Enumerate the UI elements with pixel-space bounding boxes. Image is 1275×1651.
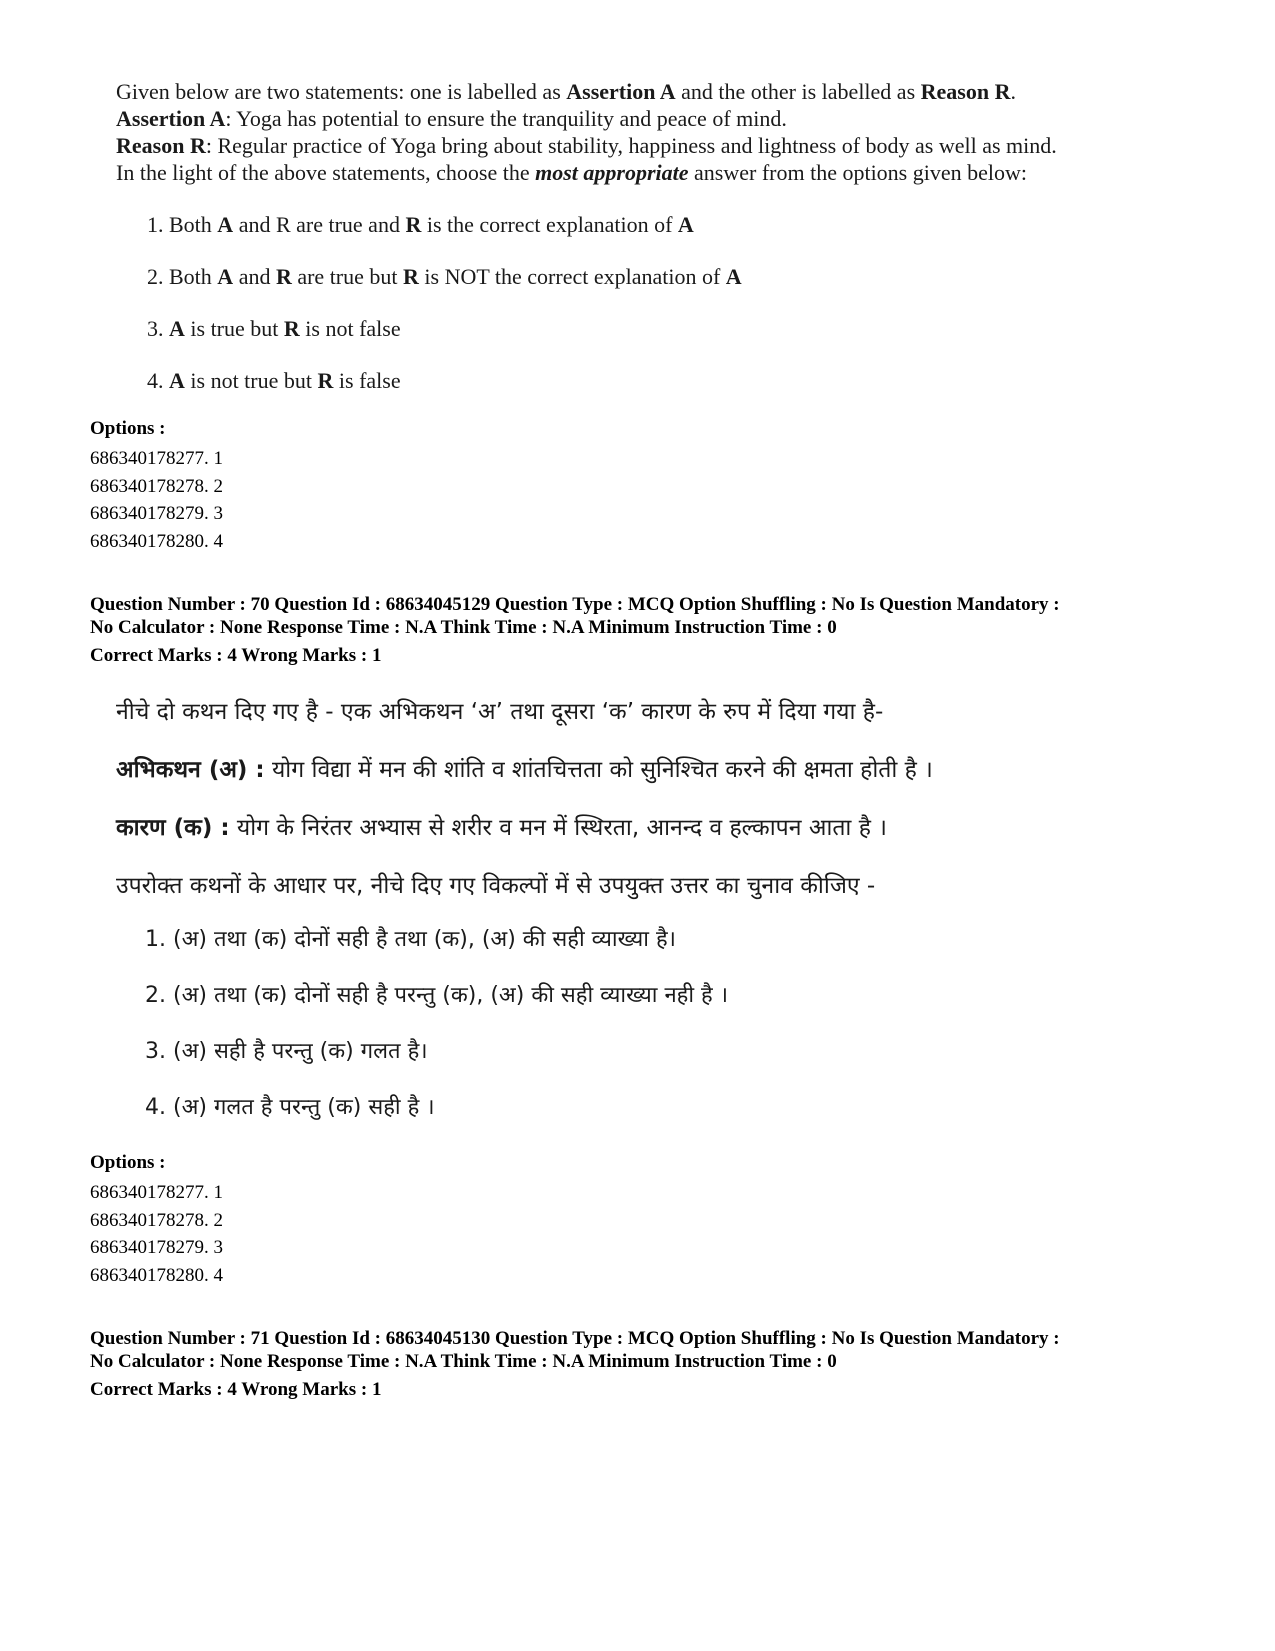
q69-options-label: Options : <box>90 418 166 439</box>
text: are true but <box>291 264 404 289</box>
text: A <box>725 264 742 289</box>
text: A <box>677 212 694 237</box>
q69-choice-4 <box>147 366 742 418</box>
q70-instruction-line: उपरोक्त कथनों के आधार पर, नीचे दिए गए विकल्पों में से उपयुक्त उत्तर का चुनाव कीजिए - <box>116 873 876 899</box>
option-item: 686340178279. 3 <box>90 503 223 524</box>
text: A <box>217 264 234 289</box>
text: R <box>403 264 419 289</box>
option-item: 686340178280. 4 <box>90 530 223 552</box>
q70-meta-line-1: Question Number : 70 Question Id : 68634045129 Question Type : MCQ Option Shuffling : No Is Question Mandatory : <box>90 594 1060 615</box>
option-item: 686340178279. 3 <box>90 1237 223 1258</box>
option-item: 686340178280. 4 <box>90 1264 223 1286</box>
text: In the light of the above statements, choose the <box>116 160 536 185</box>
q69-choice-2 <box>147 262 742 314</box>
text: is not true but <box>184 368 318 393</box>
text: A <box>169 368 185 393</box>
text: and R are true and <box>233 212 406 237</box>
assertion-label: अभिकथन (अ) : <box>116 757 265 783</box>
emphasis-text: most appropriate <box>535 160 689 185</box>
q71-meta-line-1: Question Number : 71 Question Id : 68634045130 Question Type : MCQ Option Shuffling : No Is Question Mandatory : <box>90 1328 1060 1349</box>
text: A <box>217 212 234 237</box>
text: is the correct explanation of <box>421 212 678 237</box>
q70-choice-2: 2. (अ) तथा (क) दोनों सही है परन्तु (क), (अ) की सही व्याख्या नही है । <box>145 983 729 1008</box>
q70-meta <box>90 593 1190 667</box>
text: R <box>317 368 334 393</box>
q70-choice-3: 3. (अ) सही है परन्तु (क) गलत है। <box>145 1039 428 1064</box>
q69-assertion-line <box>116 105 1156 132</box>
q69-choices <box>147 210 742 418</box>
q69-statement-block <box>116 78 1156 186</box>
q70-reason-line <box>116 810 933 868</box>
q70-choice-1: 1. (अ) तथा (क) दोनों सही है तथा (क), (अ) की सही व्याख्या है। <box>145 927 676 952</box>
text: 2. Both <box>147 264 218 289</box>
reason-label: कारण (क) : <box>116 815 230 841</box>
text: 4. <box>147 368 169 393</box>
q69-choice-1 <box>147 210 742 262</box>
text: is true but <box>184 316 284 341</box>
reason-text: : Regular practice of Yoga bring about stability, happiness and lightness of body as well as mind. <box>205 133 1057 158</box>
q71-meta <box>90 1327 1190 1401</box>
reason-text: योग के निरंतर अभ्यास से शरीर व मन में स्थिरता, आनन्द व हल्कापन आता है । <box>229 815 887 841</box>
q69-instruction-line <box>116 159 1156 186</box>
text: is not false <box>299 316 401 341</box>
q69-reason-line <box>116 132 1156 159</box>
text: 1. Both <box>147 212 218 237</box>
assertion-label: Assertion A <box>116 106 226 131</box>
text: A <box>169 316 185 341</box>
text: . <box>1010 79 1016 104</box>
q69-choice-3 <box>147 314 742 366</box>
option-item: 686340178277. 1 <box>90 448 223 469</box>
text: and <box>233 264 276 289</box>
assertion-label: Assertion A <box>566 79 676 104</box>
q70-intro-line: नीचे दो कथन दिए गए है - एक अभिकथन ‘अ’ तथा दूसरा ‘क’ कारण के रुप में दिया गया है- <box>116 699 884 725</box>
q71-marks: Correct Marks : 4 Wrong Marks : 1 <box>90 1379 382 1400</box>
text: answer from the options given below: <box>688 160 1028 185</box>
reason-label: Reason R <box>116 133 206 158</box>
q70-options-list <box>90 1179 223 1289</box>
text: R <box>275 264 292 289</box>
text: R <box>283 316 300 341</box>
text: 3. <box>147 316 169 341</box>
q70-marks: Correct Marks : 4 Wrong Marks : 1 <box>90 645 382 666</box>
q71-meta-line-2: No Calculator : None Response Time : N.A Think Time : N.A Minimum Instruction Time : 0 <box>90 1351 837 1372</box>
text: R <box>405 212 422 237</box>
q70-options-label: Options : <box>90 1152 166 1173</box>
option-item: 686340178278. 2 <box>90 1209 223 1231</box>
text: is false <box>333 368 401 393</box>
q70-meta-line-2: No Calculator : None Response Time : N.A Think Time : N.A Minimum Instruction Time : 0 <box>90 617 837 638</box>
q70-statement-block <box>116 694 933 926</box>
text: is NOT the correct explanation of <box>418 264 726 289</box>
q70-choices <box>145 922 728 1146</box>
q69-intro-line <box>116 78 1156 105</box>
reason-label: Reason R <box>920 79 1011 104</box>
option-item: 686340178277. 1 <box>90 1182 223 1203</box>
assertion-text: योग विद्या में मन की शांति व शांतचित्तता को सुनिश्चित करने की क्षमता होती है । <box>264 757 933 783</box>
q69-options-list <box>90 445 223 555</box>
q70-assertion-line <box>116 752 933 810</box>
q70-choice-4: 4. (अ) गलत है परन्तु (क) सही है । <box>145 1095 435 1120</box>
text: Given below are two statements: one is labelled as <box>116 79 567 104</box>
text: and the other is labelled as <box>675 79 921 104</box>
option-item: 686340178278. 2 <box>90 475 223 497</box>
assertion-text: : Yoga has potential to ensure the tranquility and peace of mind. <box>225 106 787 131</box>
